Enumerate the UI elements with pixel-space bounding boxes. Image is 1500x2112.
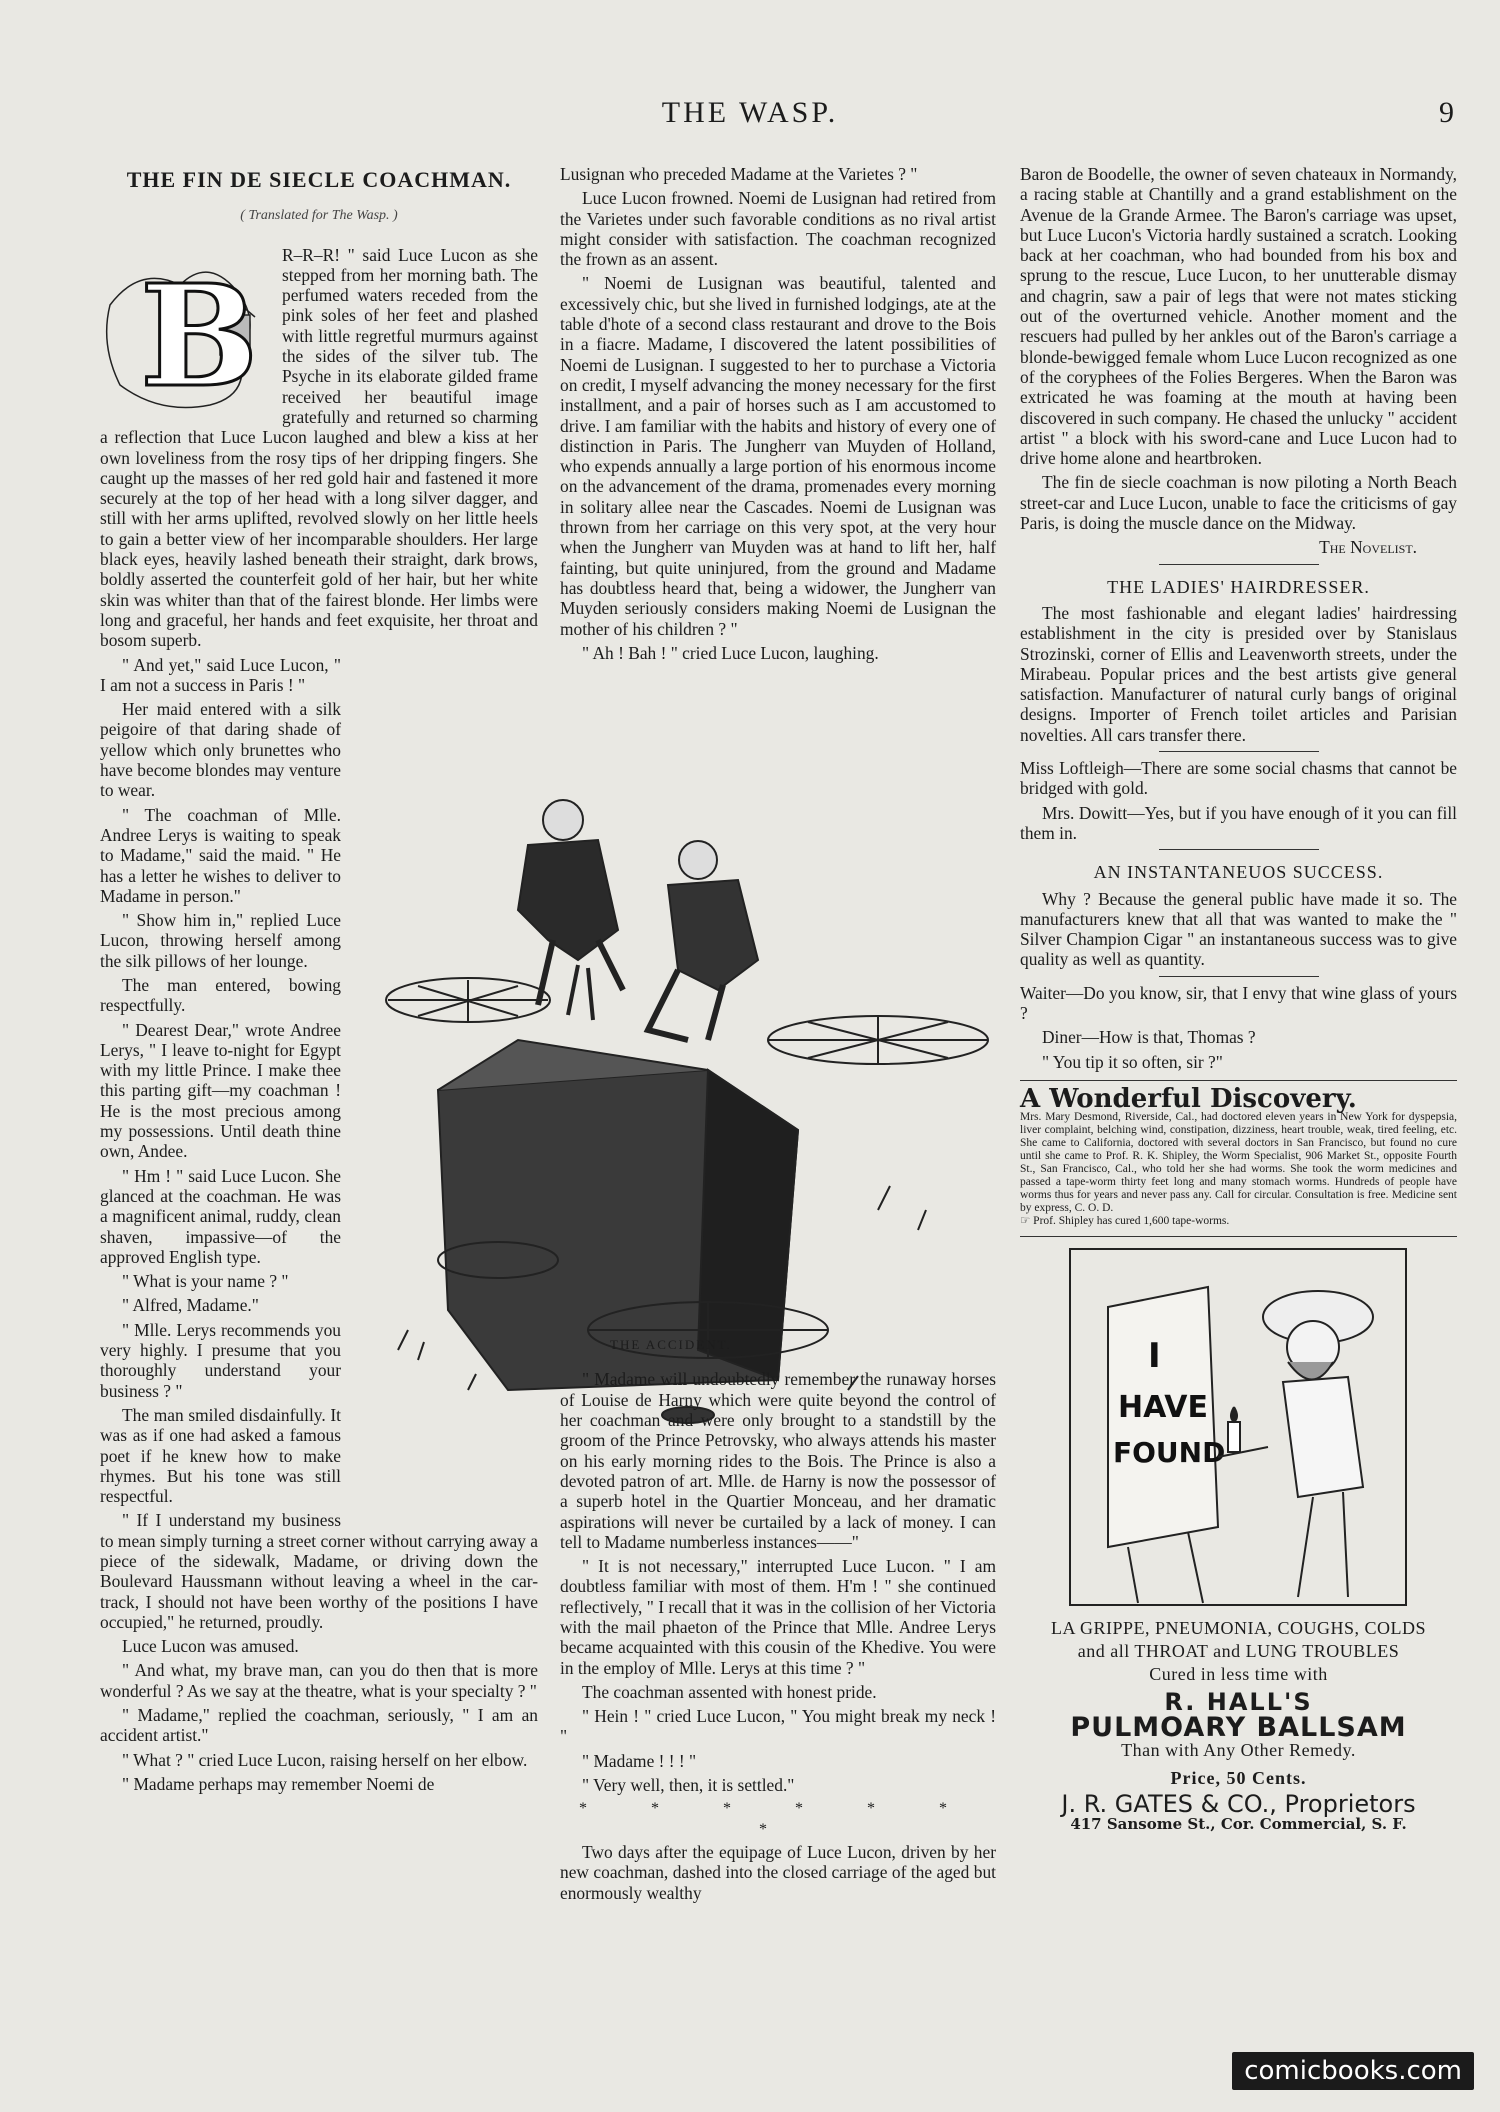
story-paragraph: " Alfred, Madame." — [122, 1295, 259, 1316]
divider — [1159, 564, 1319, 565]
story-paragraph: " The coachman of Mlle. Andree Lerys is waiting to speak to Madame," said the maid. " He has a letter he wishes to deliver to Madame in person." — [100, 804, 341, 906]
balsam-ad-line-1: LA GRIPPE, PNEUMONIA, COUGHS, COLDS — [1050, 1618, 1427, 1639]
balsam-ad-line-2: and all THROAT and LUNG TROUBLES — [1077, 1641, 1400, 1662]
discovery-ad-body: Mrs. Mary Desmond, Riverside, Cal., had doctored eleven years in New York for dyspepsia, liver complaint, belching wind, constipation, dizziness, heart trouble, weak, tired feeling, etc. She came to California, doctored with several doctors in San Francisco, but found no cure until she came to Prof. R. K. Shipley, the Worm Specialist, 906 Market St., opposite Fourth St., San Francisco, Cal., who told her she had worms. She took the worm medicines and passed a tape-worm thirty feet long and many stomach worms. Hundreds of people have worms thus for years and never pass any. Call for circular. Consultation is free. Medicine sent by express, C. O. D. — [1020, 1111, 1457, 1215]
column-2 — [560, 164, 996, 1907]
balsam-ad-brand: R. HALL'S — [1164, 1688, 1313, 1717]
story-paragraph: " Ah ! Bah ! " cried Luce Lucon, laughing. — [582, 642, 879, 663]
story-paragraph: The man entered, bowing respectfully. — [100, 974, 341, 1016]
story-paragraph: " It is not necessary," interrupted Luce Lucon. " I am doubtless familiar with most of them. H'm ! " she continued reflectively, " I recall that it was in the collision of her Victoria with the mail phaeton of the Prince that Mlle. Andree Lerys became acquainted with this cousin of the Khedive. You were in the employ of Mlle. Lerys at this time ? " — [560, 1556, 996, 1678]
story-translation-note: ( Translated for The Wasp. ) — [240, 208, 398, 224]
story-title: THE FIN DE SIECLE COACHMAN. — [126, 167, 512, 192]
cigar-title: AN INSTANTANEUOS SUCCESS. — [1093, 862, 1384, 883]
hairdresser-title: THE LADIES' HAIRDRESSER. — [1107, 576, 1370, 597]
story-paragraph: The coachman assented with honest pride. — [582, 1681, 877, 1702]
divider — [1159, 976, 1319, 977]
story-paragraph: " Mlle. Lerys recommends you very highly. I presume that you thoroughly understand your business ? " — [100, 1319, 341, 1401]
discovery-ad — [1020, 1083, 1457, 1228]
story-paragraph: " Very well, then, it is settled." — [582, 1775, 795, 1796]
balsam-ad-line-3: Cured in less time with — [1149, 1664, 1328, 1685]
story-paragraph: Her maid entered with a silk peigoire of that daring shade of yellow which only brunettes who have become blondes may venture to wear. — [100, 699, 341, 801]
waiter-line-1: Waiter—Do you know, sir, that I envy that wine glass of yours ? — [1020, 982, 1457, 1023]
sign-text-line-3: FOUND — [1113, 1436, 1226, 1470]
decorative-initial — [100, 245, 272, 415]
divider — [1159, 751, 1319, 752]
story-paragraph: Luce Lucon was amused. — [122, 1636, 299, 1657]
story-paragraph: " Noemi de Lusignan was beautiful, talented and excessively chic, but she lived in furnished lodgings, ate at the table d'hote of a second class restaurant and drove to the Bois in a fiacre. Madame, I discovered the latent possibilities of Noemi de Lusignan. I suggested to her to purchase a Victoria on credit, I myself advancing the money necessary for the first installment, and a pair of horses such as I am accustomed to drive. I am familiar with the habits and history of every one of distinction in Paris. The Jungherr van Muyden of Holland, who expends annually a large portion of his enormous income on the advancement of the drama, promenades every morning in solitary allee near the Cascades. Noemi de Lusignan was thrown from her carriage on this very spot, at the very hour when the Jungherr van Muyden was at hand to lift her, half fainting, but quite uninjured, from the ground and Madame has doubtless heard that, being a widower, the Jungherr van Muyden seriously considers making Noemi de Lusignan the mother of his children ? " — [560, 273, 996, 639]
story-paragraph: " Hm ! " said Luce Lucon. She glanced at the coachman. He was a magnificent animal, ruddy, clean shaven, impassive—of the approved English type. — [100, 1165, 341, 1267]
cigar-body: Why ? Because the general public have made it so. The manufacturers knew that all that was wanted to make the " Silver Champion Cigar " an instantaneous success was to give quality as well as quantity. — [1020, 888, 1457, 970]
story-paragraph: Lusignan who preceded Madame at the Varietes ? " — [560, 164, 918, 184]
decorative-initial-icon — [100, 245, 272, 415]
watermark: comicbooks.com — [1232, 2052, 1474, 2090]
story-paragraph: " Show him in," replied Luce Lucon, throwing herself among the silk pillows of her lounge. — [100, 910, 341, 971]
story-paragraph: " And yet," said Luce Lucon, " I am not a success in Paris ! " — [100, 654, 341, 695]
discovery-ad-footer: ☞ Prof. Shipley has cured 1,600 tape-worms. — [1020, 1215, 1230, 1228]
balsam-ad-tagline: Than with Any Other Remedy. — [1121, 1739, 1356, 1760]
story-paragraph: Baron de Boodelle, the owner of seven chateaux in Normandy, a racing stable at Chantilly and a grand establishment on the Avenue de la Grande Armee. The Baron's carriage was upset, but Luce Lucon's Victoria hardly sustained a scratch. Looking back at her coachman, who had bounded from his box and sprung to the rescue, Luce Lucon, to her unutterable dismay and chagrin, saw a pair of legs that were not mates sticking out of the overturned vehicle. Another moment and the rescuers had pulled by her ankles out of the Baron's carriage a blonde-bewigged female whom Luce Lucon recognized as one of the coryphees of the Folies Bergeres. When the Baron was extricated he was foaming at the mouth at having been discovered in such company. He chased the unlucky " accident artist " a block with his sword-cane and Luce Lucon had to drive home alone and heartbroken. — [1020, 164, 1458, 469]
section-break-stars: * * * * * * * — [579, 1800, 977, 1838]
balsam-ad-proprietors: J. R. GATES & CO., Proprietors — [1061, 1790, 1416, 1819]
divider — [1020, 1080, 1457, 1081]
waiter-line-2: Diner—How is that, Thomas ? — [1042, 1027, 1256, 1048]
story-paragraph: " What ? " cried Luce Lucon, raising herself on her elbow. — [122, 1749, 528, 1770]
balsam-ad-product: PULMOARY BALLSAM — [1070, 1712, 1407, 1744]
initial-letter: B — [140, 254, 259, 415]
story-paragraph: " And what, my brave man, can you do then that is more wonderful ? As we say at the theatre, what is your specialty ? " — [100, 1660, 538, 1701]
balsam-ad — [1020, 1247, 1457, 1834]
illustration-float-space — [353, 655, 538, 1525]
story-paragraph: Two days after the equipage of Luce Lucon, driven by her new coachman, dashed into the closed carriage of the aged but enormously wealthy — [560, 1841, 996, 1903]
running-title: THE WASP. — [661, 96, 839, 129]
story-paragraph: " What is your name ? " — [122, 1271, 289, 1292]
story-paragraph: The man smiled disdainfully. It was as if one had asked a famous poet if he knew how to make rhymes. But his tone was still respectful. — [100, 1404, 341, 1507]
sign-text-line-2: HAVE — [1118, 1390, 1208, 1426]
story-paragraph: " Madame perhaps may remember Noemi de — [122, 1773, 435, 1794]
story-paragraph: " Madame will undoubtedly remember the runaway horses of Louise de Harny which were quite beyond the control of her coachman and were only brought to a standstill by the groom of the Prince Petrovsky, who always attends his master on his early morning rides to the Bois. The Prince is also a devoted patron of art. Mlle. de Harny is now the possessor of a superb hotel in the Quartier Monceau, and her dramatic aspirations will never be curtailed by a lack of money. I can tell to Madame numberless instances——" — [560, 1369, 996, 1552]
illustration-caption: THE ACCIDENT. — [610, 1337, 732, 1353]
loftleigh-line-2: Mrs. Dowitt—Yes, but if you have enough of it you can fill them in. — [1020, 802, 1457, 843]
cartoon-illustration — [1068, 1247, 1408, 1607]
illustration-space — [560, 667, 996, 1329]
story-paragraph: R–R–R! " said Luce Lucon as she stepped from her morning bath. The perfumed waters receded from the pink soles of her feet and plashed with little regretful murmurs against the sides of the silver tub. The Psyche in its elaborate gilded frame received her beautiful image gratefully and returned so charming a reflection that Luce Lucon laughed and blew a kiss at her own loveliness from the rosy tips of her dripping fingers. She caught up the masses of her red gold hair and fastened it more securely at the top of her head with a long silver dagger, and still with her arms uplifted, revolved slowly on her little heels to gain a better view of her incomparable shoulders. Her large black eyes, heavily lashed beneath their straight, dark brows, boldly asserted the counterfeit gold of her hair, but her white skin was whiter than that of the fairest blonde. Her limbs were long and graceful, her hands and feet exquisite, her throat and bosom superb. — [100, 244, 538, 651]
story-paragraph: The fin de siecle coachman is now piloting a North Beach street-car and Luce Lucon, unable to face the criticisms of gay Paris, is doing the muscle dance on the Midway. — [1020, 472, 1457, 534]
loftleigh-line-1: Miss Loftleigh—There are some social chasms that cannot be bridged with gold. — [1020, 758, 1457, 799]
story-signature: The Novelist. — [1319, 537, 1417, 558]
balsam-ad-address: 417 Sansome St., Cor. Commercial, S. F. — [1070, 1815, 1407, 1834]
hairdresser-body: The most fashionable and elegant ladies' hairdressing establishment in the city is presided over by Stanislaus Strozinski, corner of Ellis and Leavenworth streets, under the Mirabeau. Popular prices and the best artists give general satisfaction. Manufacturer of natural curly bangs of original designs. Importer of French toilet articles and Parisian novelties. All cars transfer there. — [1020, 602, 1457, 745]
story-paragraph: " Madame ! ! ! " — [582, 1750, 697, 1771]
waiter-line-3: " You tip it so often, sir ?" — [1042, 1051, 1223, 1072]
story-paragraph: " Hein ! " cried Luce Lucon, " You might break my neck ! " — [560, 1706, 996, 1747]
page-number: 9 — [1439, 96, 1454, 129]
story-paragraph: " Madame," replied the coachman, seriously, " I am an accident artist." — [100, 1705, 538, 1746]
story-paragraph: " If I understand my business to mean simply turning a street corner without carrying away a piece of the sidewalk, Madame, or driving down the Boulevard Haussmann without leaving a wheel in the car-track, I should not have been worthy of the positions I have occupied," he returned, proudly. — [100, 1510, 538, 1632]
balsam-ad-price: Price, 50 Cents. — [1170, 1767, 1307, 1788]
divider — [1020, 1236, 1457, 1237]
sign-text-line-1: I — [1148, 1336, 1161, 1377]
divider — [1159, 849, 1319, 850]
column-3 — [1020, 164, 1457, 1835]
column-1 — [100, 164, 538, 1798]
story-paragraph: Luce Lucon frowned. Noemi de Lusignan had retired from the Varietes under such favorable conditions as no rival artist might consider with satisfaction. The coachman recognized the frown as an assent. — [560, 188, 996, 270]
story-paragraph: " Dearest Dear," wrote Andree Lerys, " I leave to-night for Egypt with my little Prince. I make thee this parting gift—my coachman ! He is the most precious among my possessions. Until death thine own, Andee. — [100, 1019, 341, 1162]
discovery-ad-title: A Wonderful Discovery. — [1020, 1083, 1357, 1114]
